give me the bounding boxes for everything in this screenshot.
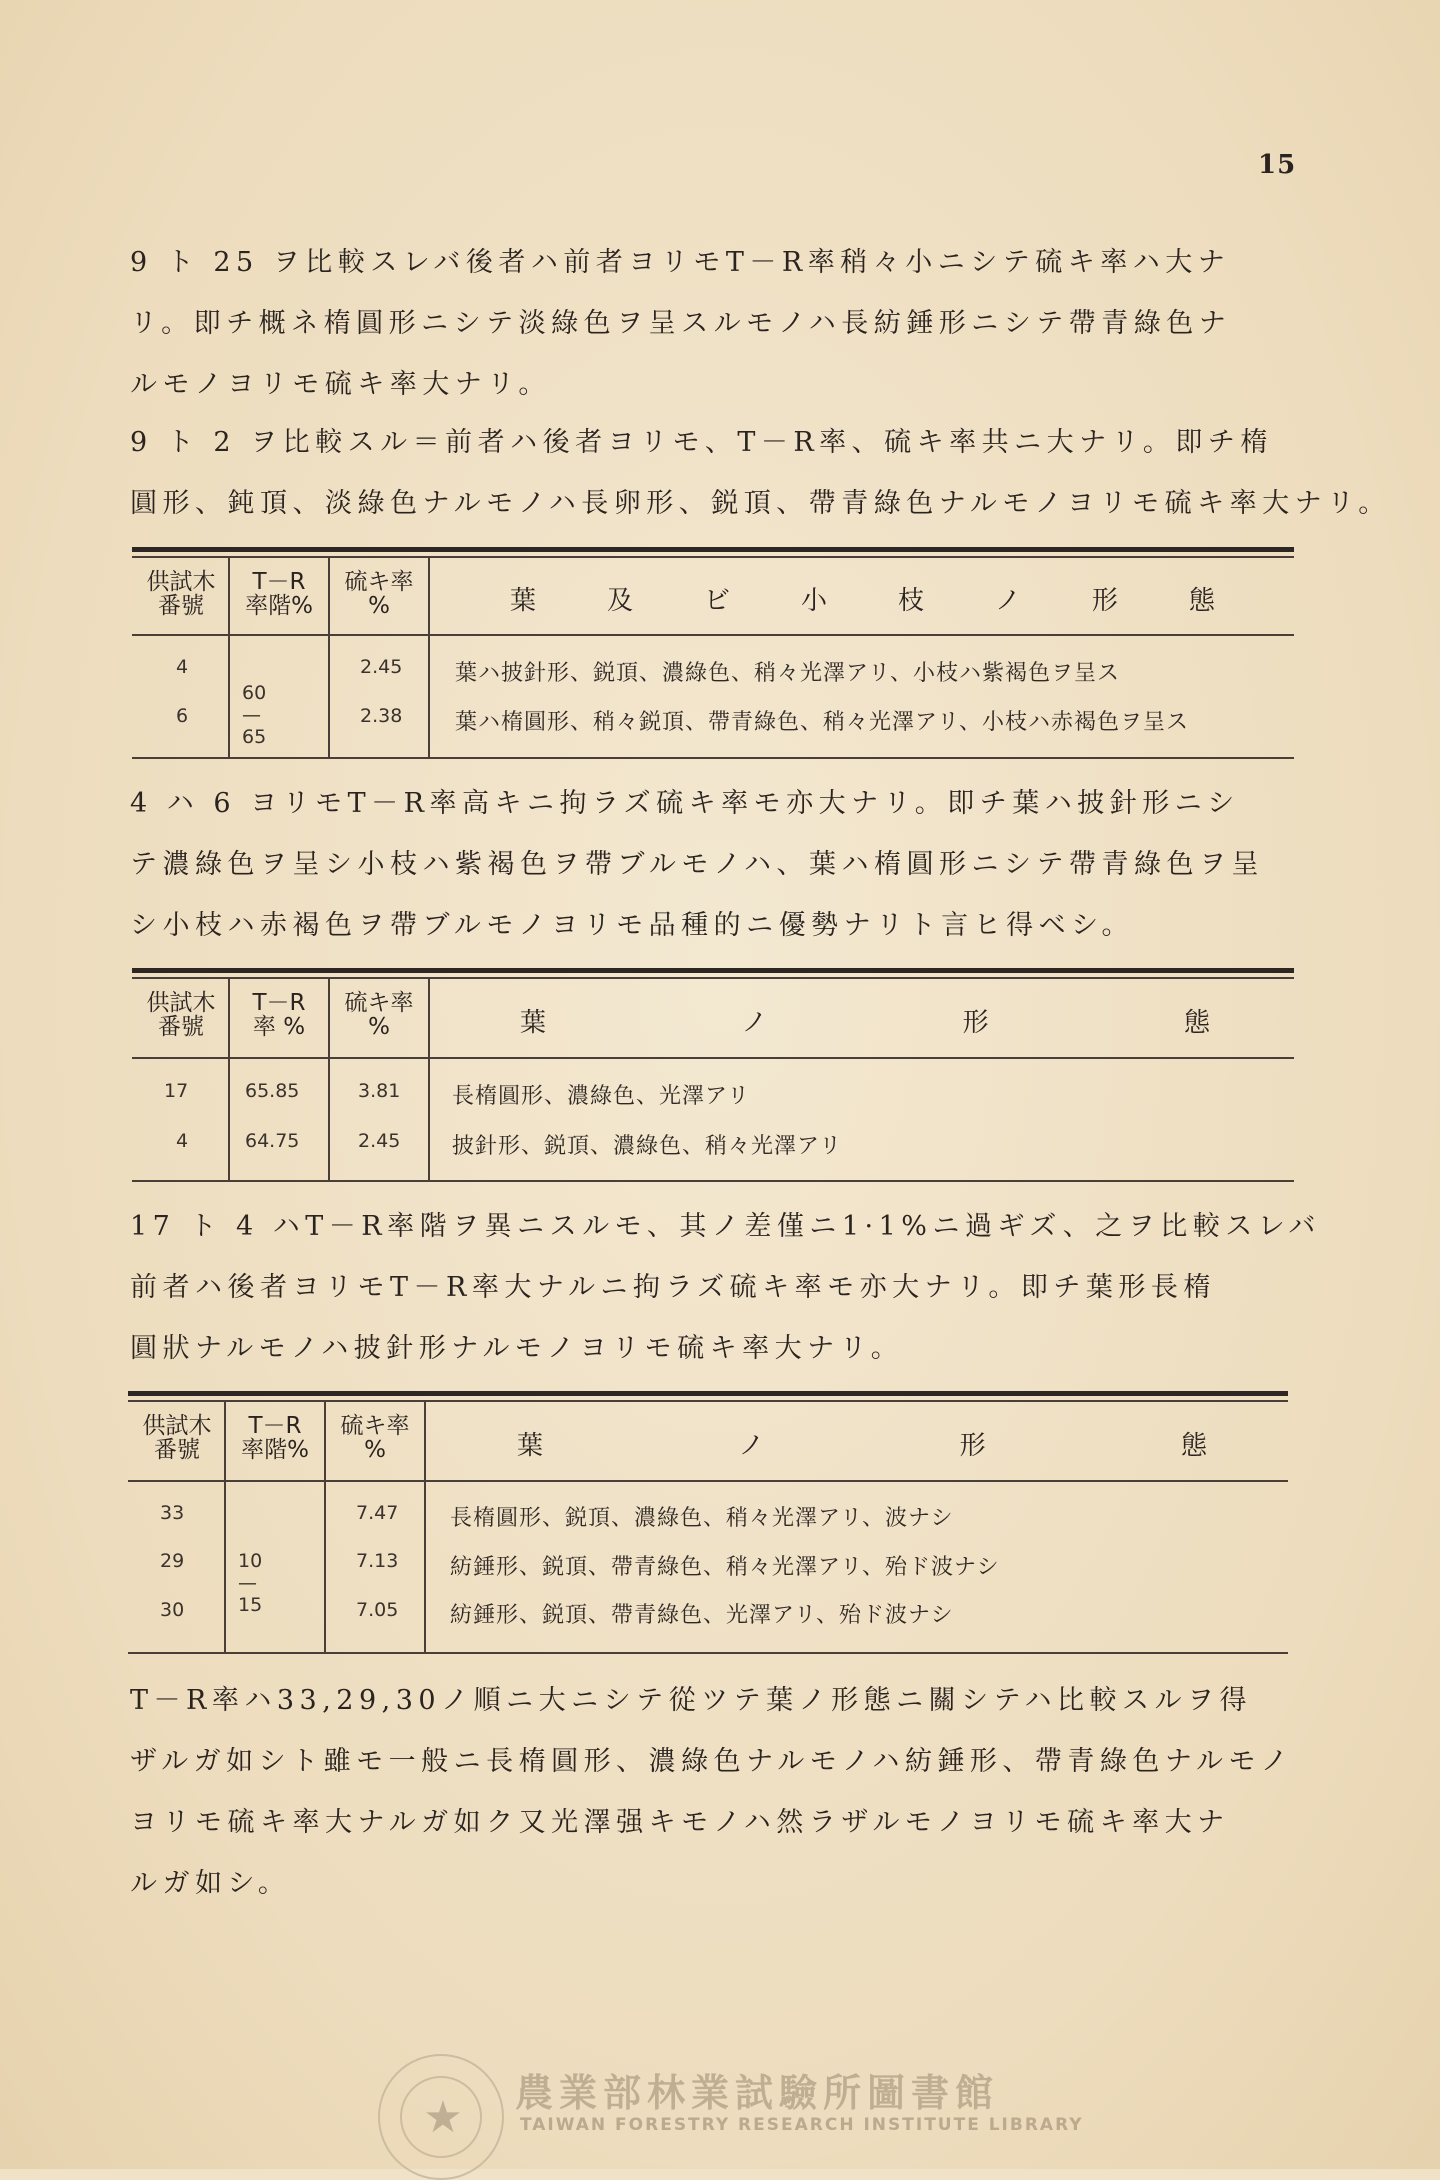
header-tr-rate: T－R 率階% <box>245 569 313 619</box>
header-char: ノ <box>741 1008 768 1038</box>
column-divider <box>224 1400 226 1653</box>
table-header-rule <box>128 1480 1288 1482</box>
paragraph-2 <box>130 412 1391 534</box>
paragraph-line: ルガ如シ。 <box>130 1868 291 1899</box>
cell-tr-range: 60—65 <box>242 682 267 748</box>
table-bottom-rule <box>132 1180 1294 1182</box>
header-leaf-form <box>510 580 1215 617</box>
cell-sulfur-rate: 3.81 <box>358 1080 401 1102</box>
cell-description: 紡錘形、鋭頂、帶青綠色、稍々光澤アリ、殆ド波ナシ <box>450 1555 1000 1580</box>
header-char: 形 <box>1091 586 1118 616</box>
table-top-rule <box>132 977 1294 979</box>
column-divider <box>424 1400 426 1653</box>
paragraph-line: ルモノヨリモ硫キ率大ナリ。 <box>130 369 551 400</box>
paragraph-3 <box>130 773 1305 956</box>
cell-description: 長楕圓形、濃綠色、光澤アリ <box>452 1084 751 1109</box>
header-char: 枝 <box>897 586 924 616</box>
cell-tr-rate: 65.85 <box>245 1080 300 1102</box>
header-char: 形 <box>959 1431 986 1461</box>
cell-sulfur-rate: 7.05 <box>356 1599 399 1621</box>
header-char: ビ <box>703 586 730 616</box>
paragraph-line: テ濃綠色ヲ呈シ小枝ハ紫褐色ヲ帶ブルモノハ、葉ハ楕圓形ニシテ帶青綠色ヲ呈 <box>130 849 1264 880</box>
header-sulfur-rate: 硫キ率 % <box>344 990 414 1040</box>
cell-tree-no: 4 <box>176 656 189 678</box>
header-tree-no: 供試木 番號 <box>146 569 216 619</box>
cell-sulfur-rate: 7.13 <box>356 1550 399 1572</box>
paragraph-line: ザルガ如シト雖モ一般ニ長楕圓形、濃綠色ナルモノハ紡錘形、帶青綠色ナルモノ <box>130 1746 1294 1777</box>
paragraph-line: 17 ト 4 ハT－R率階ヲ異ニスルモ、其ノ差僅ニ1·1%ニ過ギズ、之ヲ比較スレバ <box>130 1211 1321 1242</box>
header-tree-no: 供試木 番號 <box>142 1413 212 1463</box>
table-top-rule <box>128 1400 1288 1402</box>
header-sulfur-rate: 硫キ率 % <box>340 1413 410 1463</box>
table-top-rule <box>132 968 1294 973</box>
header-tree-no: 供試木 番號 <box>146 990 216 1040</box>
header-leaf-form <box>520 1002 1210 1039</box>
header-char: 形 <box>962 1008 989 1038</box>
header-char: 葉 <box>517 1431 544 1461</box>
column-divider <box>328 556 330 758</box>
header-char: 態 <box>1180 1431 1207 1461</box>
paragraph-line: 9 ト 2 ヲ比較スル＝前者ハ後者ヨリモ、T－R率、硫キ率共ニ大ナリ。即チ楕 <box>130 427 1273 458</box>
table-bottom-rule <box>132 757 1294 759</box>
cell-sulfur-rate: 2.38 <box>360 705 403 727</box>
cell-sulfur-rate: 2.45 <box>358 1130 401 1152</box>
page-number: 15 <box>1258 150 1297 180</box>
cell-sulfur-rate: 7.47 <box>356 1502 399 1524</box>
column-divider <box>324 1400 326 1653</box>
cell-tree-no: 6 <box>176 705 189 727</box>
cell-tree-no: 17 <box>164 1080 189 1102</box>
cell-tree-no: 4 <box>176 1130 189 1152</box>
cell-description: 披針形、鋭頂、濃綠色、稍々光澤アリ <box>452 1134 843 1159</box>
library-name-cn: 農業部林業試驗所圖書館 <box>515 2071 1000 2115</box>
paragraph-line: T－R率ハ33,29,30ノ順ニ大ニシテ從ツテ葉ノ形態ニ關シテハ比較スルヲ得 <box>130 1685 1252 1716</box>
cell-tree-no: 29 <box>160 1550 185 1572</box>
cell-sulfur-rate: 2.45 <box>360 656 403 678</box>
table-bottom-rule <box>128 1652 1288 1654</box>
column-divider <box>228 977 230 1181</box>
table-header-rule <box>132 634 1294 636</box>
paragraph-line: 圓形、鈍頂、淡綠色ナルモノハ長卵形、鋭頂、帶青綠色ナルモノヨリモ硫キ率大ナリ。 <box>130 488 1391 519</box>
column-divider <box>328 977 330 1181</box>
column-divider <box>428 977 430 1181</box>
paragraph-line: 前者ハ後者ヨリモT－R率大ナルニ拘ラズ硫キ率モ亦大ナリ。即チ葉形長楕 <box>130 1272 1216 1303</box>
table-top-rule <box>132 556 1294 558</box>
table-header-rule <box>132 1057 1294 1059</box>
cell-description: 葉ハ楕圓形、稍々鋭頂、帶青綠色、稍々光澤アリ、小枝ハ赤褐色ヲ呈ス <box>455 710 1190 735</box>
header-sulfur-rate: 硫キ率 % <box>344 569 414 619</box>
header-char: 小 <box>800 586 827 616</box>
paragraph-line: 9 ト 25 ヲ比較スレバ後者ハ前者ヨリモT－R率稍々小ニシテ硫キ率ハ大ナ <box>130 247 1231 278</box>
paragraph-line: 4 ハ 6 ヨリモT－R率高キニ拘ラズ硫キ率モ亦大ナリ。即チ葉ハ披針形ニシ <box>130 788 1240 819</box>
header-char: ノ <box>738 1431 765 1461</box>
paragraph-1 <box>130 232 1305 415</box>
header-char: ノ <box>994 586 1021 616</box>
cell-tree-no: 33 <box>160 1502 185 1524</box>
column-divider <box>228 556 230 758</box>
header-leaf-form <box>517 1425 1207 1462</box>
header-char: 葉 <box>520 1008 547 1038</box>
paragraph-line: 圓狀ナルモノハ披針形ナルモノヨリモ硫キ率大ナリ。 <box>130 1333 904 1364</box>
header-char: 態 <box>1183 1008 1210 1038</box>
library-seal-icon: ★ <box>378 2054 504 2180</box>
column-divider <box>428 556 430 758</box>
library-name-en: TAIWAN FORESTRY RESEARCH INSTITUTE LIBRARY <box>520 2115 1084 2135</box>
table-top-rule <box>128 1391 1288 1396</box>
header-char: 態 <box>1188 586 1215 616</box>
paragraph-5 <box>130 1670 1305 1914</box>
paragraph-4 <box>130 1196 1321 1379</box>
header-tr-rate: T－R 率階% <box>241 1413 309 1463</box>
table-top-rule <box>132 547 1294 552</box>
cell-description: 紡錘形、鋭頂、帶青綠色、光澤アリ、殆ド波ナシ <box>450 1603 954 1628</box>
header-char: 及 <box>606 586 633 616</box>
cell-description: 長楕圓形、鋭頂、濃綠色、稍々光澤アリ、波ナシ <box>450 1506 954 1531</box>
header-char: 葉 <box>510 586 537 616</box>
cell-description: 葉ハ披針形、鋭頂、濃綠色、稍々光澤アリ、小枝ハ紫褐色ヲ呈ス <box>455 661 1121 686</box>
paragraph-line: リ。即チ概ネ楕圓形ニシテ淡綠色ヲ呈スルモノハ長紡錘形ニシテ帶青綠色ナ <box>130 308 1232 339</box>
cell-tr-rate: 64.75 <box>245 1130 300 1152</box>
cell-tr-range: 10—15 <box>238 1550 263 1616</box>
header-tr-rate: T－R 率 % <box>252 990 306 1040</box>
cell-tree-no: 30 <box>160 1599 185 1621</box>
paragraph-line: シ小枝ハ赤褐色ヲ帶ブルモノヨリモ品種的ニ優勢ナリト言ヒ得ベシ。 <box>130 910 1134 941</box>
paragraph-line: ヨリモ硫キ率大ナルガ如ク又光澤强キモノハ然ラザルモノヨリモ硫キ率大ナ <box>130 1807 1230 1838</box>
